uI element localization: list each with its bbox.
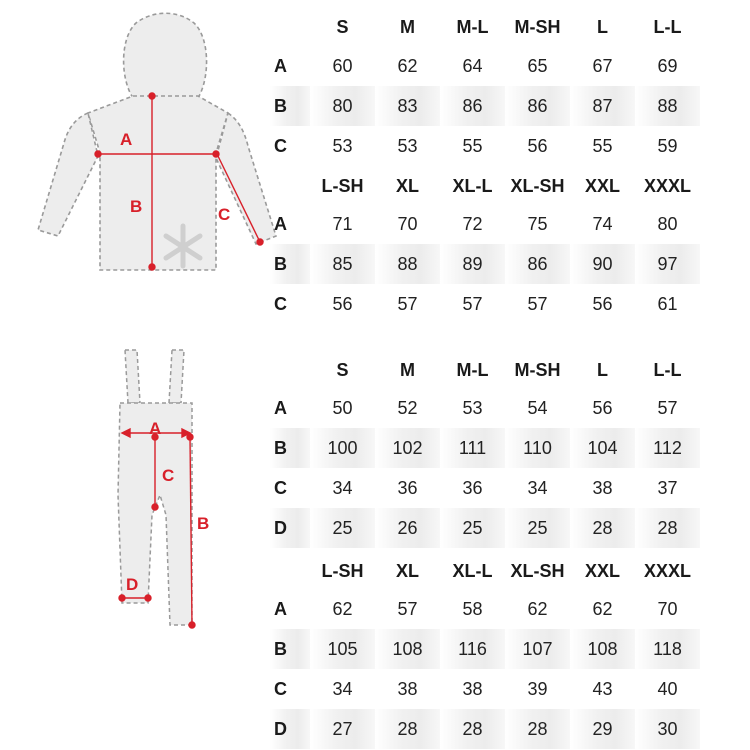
measurement-cell: 61 [657,293,678,314]
measurement-cell: 40 [657,678,678,699]
measurement-cell: 25 [505,508,570,548]
size-header: L-SH [321,175,364,196]
measurement-cell: 38 [397,678,418,699]
trousers-size-table-2 [270,553,700,749]
table-row [270,284,700,324]
measurement-cell: 86 [505,244,570,284]
measurement-cell: 57 [462,293,483,314]
table-row [270,86,700,126]
trousers-right-strap [169,350,184,403]
size-header: XXXL [643,560,691,581]
measurement-cell: 57 [527,293,548,314]
measurement-cell: 56 [592,293,613,314]
table-row [270,428,700,468]
measurement-cell: 59 [657,135,678,156]
corner-cell [270,553,310,589]
trousers-size-table-1 [270,352,700,548]
measurement-cell: 54 [527,397,548,418]
measurement-cell: 102 [375,428,440,468]
jacket-left-sleeve [38,113,98,236]
row-label: C [274,293,287,314]
size-header: M-SH [514,16,561,37]
measurement-cell: 80 [657,213,678,234]
measurement-cell: 53 [332,135,353,156]
measurement-cell: 111 [440,428,505,468]
trousers-label-d: D [126,575,139,594]
measurement-cell: 28 [635,508,700,548]
measurement-cell: 28 [440,709,505,749]
trousers-label-a: A [149,419,162,438]
measurement-cell: 97 [635,244,700,284]
measurement-cell: 56 [592,397,613,418]
measurement-cell: 58 [462,598,483,619]
measurement-cell: 110 [505,428,570,468]
measurement-cell: 75 [527,213,548,234]
measurement-cell: 62 [592,598,613,619]
measurement-cell: 86 [440,86,505,126]
size-header: XL-L [452,175,493,196]
measurement-cell: 71 [332,213,353,234]
measurement-cell: 65 [527,55,548,76]
measurement-cell: 37 [657,477,678,498]
size-header: XL [395,560,419,581]
table-row [270,709,700,749]
table-row [270,244,700,284]
size-header: M-L [456,16,489,37]
trousers-label-b: B [197,514,210,533]
measurement-cell: 56 [332,293,353,314]
table-row [270,204,700,244]
row-label: D [270,709,310,749]
measurement-cell: 26 [375,508,440,548]
table-row [270,589,700,629]
row-label: D [270,508,310,548]
jacket-size-table-2 [270,168,700,324]
measurement-cell: 67 [592,55,613,76]
table-row [270,46,700,86]
measurement-cell: 70 [397,213,418,234]
measurement-cell: 38 [592,477,613,498]
size-header: XL [395,175,419,196]
measurement-cell: 74 [592,213,613,234]
size-header: L-L [653,359,682,380]
size-header: S [336,16,349,37]
measurement-cell: 62 [527,598,548,619]
jacket-hood [124,13,207,98]
measurement-cell: 55 [592,135,613,156]
measurement-cell: 62 [397,55,418,76]
row-label: A [274,55,287,76]
row-label: A [274,213,287,234]
jacket-body [88,96,231,270]
size-header: XL-SH [510,175,565,196]
size-header: XXL [584,560,620,581]
row-label: B [270,428,310,468]
measurement-cell: 28 [375,709,440,749]
measurement-cell: 28 [505,709,570,749]
measurement-cell: 29 [570,709,635,749]
measurement-cell: 34 [332,678,353,699]
measurement-cell: 28 [570,508,635,548]
measurement-cell: 85 [310,244,375,284]
corner-cell [270,8,310,46]
measurement-cell: 60 [332,55,353,76]
trousers-diagram [100,345,220,635]
measurement-cell: 39 [527,678,548,699]
size-header: S [336,359,349,380]
corner-cell [270,352,310,388]
measurement-cell: 107 [505,629,570,669]
trousers-label-c: C [162,466,175,485]
measurement-cell: 70 [657,598,678,619]
size-header: M [400,359,415,380]
measurement-cell: 27 [310,709,375,749]
row-label: B [270,629,310,669]
size-header: XL-L [452,560,493,581]
measurement-cell: 62 [332,598,353,619]
size-header-row [270,553,700,589]
jacket-size-table-1 [270,8,700,166]
measurement-cell: 116 [440,629,505,669]
measurement-cell: 105 [310,629,375,669]
jacket-diagram [28,8,283,278]
measurement-cell: 36 [462,477,483,498]
table-row [270,508,700,548]
measurement-cell: 57 [657,397,678,418]
measurement-cell: 108 [375,629,440,669]
jacket-label-c: C [218,205,231,224]
measurement-cell: 100 [310,428,375,468]
row-label: C [274,477,287,498]
size-header-row [270,168,700,204]
measurement-cell: 86 [505,86,570,126]
measurement-cell: 118 [635,629,700,669]
row-label: C [274,135,287,156]
measurement-cell: 34 [527,477,548,498]
row-label: B [270,86,310,126]
size-header: L [597,16,608,37]
measurement-cell: 89 [440,244,505,284]
table-row [270,669,700,709]
measurement-cell: 50 [332,397,353,418]
measurement-cell: 88 [375,244,440,284]
measurement-cell: 57 [397,293,418,314]
measurement-cell: 53 [462,397,483,418]
measurement-cell: 87 [570,86,635,126]
table-row [270,126,700,166]
measurement-cell: 64 [462,55,483,76]
measurement-cell: 34 [332,477,353,498]
jacket-right-sleeve [216,113,276,244]
measurement-cell: 55 [462,135,483,156]
size-header: M [400,16,415,37]
measurement-cell: 38 [462,678,483,699]
jacket-label-a: A [120,130,133,149]
trousers-left-strap [125,350,140,403]
size-header: L [597,359,608,380]
size-header-row [270,352,700,388]
row-label: B [270,244,310,284]
table-row [270,629,700,669]
measurement-cell: 25 [310,508,375,548]
table-row [270,388,700,428]
row-label: A [274,598,287,619]
measurement-cell: 80 [310,86,375,126]
measurement-cell: 90 [570,244,635,284]
measurement-cell: 53 [397,135,418,156]
measurement-cell: 36 [397,477,418,498]
measurement-cell: 112 [635,428,700,468]
measurement-cell: 88 [635,86,700,126]
size-header: M-L [456,359,489,380]
jacket-label-b: B [130,197,143,216]
measurement-cell: 56 [527,135,548,156]
size-header: L-L [653,16,682,37]
size-header-row [270,8,700,46]
measurement-cell: 57 [397,598,418,619]
measurement-cell: 72 [462,213,483,234]
table-row [270,468,700,508]
measurement-cell: 52 [397,397,418,418]
measurement-cell: 30 [635,709,700,749]
measurement-cell: 83 [375,86,440,126]
corner-cell [270,168,310,204]
size-header: XXXL [643,175,691,196]
row-label: A [274,397,287,418]
size-header: L-SH [321,560,364,581]
row-label: C [274,678,287,699]
size-header: XL-SH [510,560,565,581]
size-header: XXL [584,175,620,196]
measurement-cell: 69 [657,55,678,76]
size-header: M-SH [514,359,561,380]
measurement-cell: 104 [570,428,635,468]
measurement-cell: 108 [570,629,635,669]
measurement-cell: 25 [440,508,505,548]
measurement-cell: 43 [592,678,613,699]
